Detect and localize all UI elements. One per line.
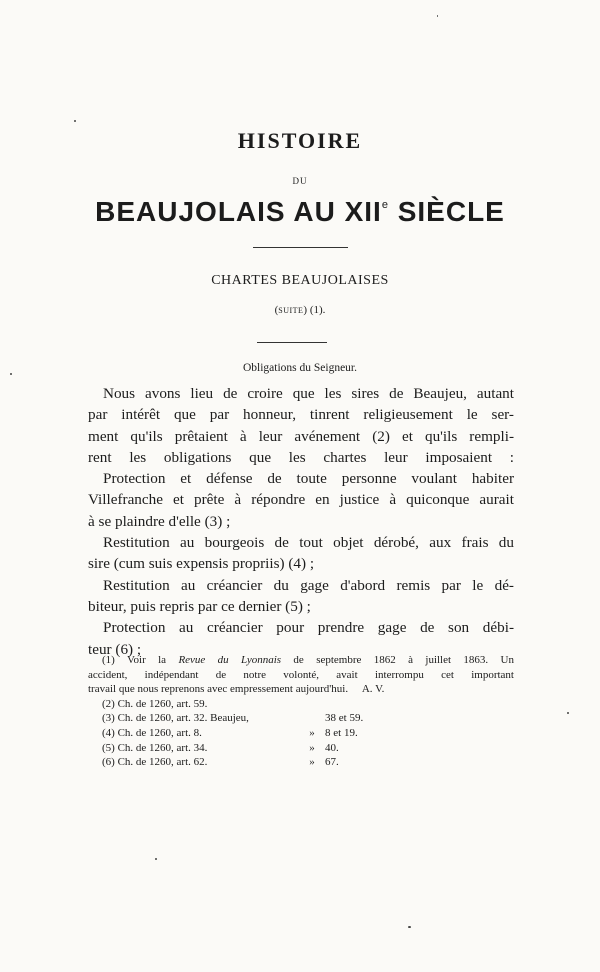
subtitle-end: SIÈCLE bbox=[388, 196, 505, 227]
footnote-journal: Revue du Lyonnais bbox=[178, 654, 282, 666]
body-line: par intérêt que par honneur, tinrent religieusement le ser- bbox=[88, 406, 514, 424]
footnote-ref bbox=[88, 697, 514, 712]
body-line: à se plaindre d'elle (3) ; bbox=[88, 512, 231, 530]
body-line: Restitution au créancier du gage d'abord remis par le dé- bbox=[103, 576, 514, 594]
section-divider bbox=[257, 342, 327, 343]
footnote-ref-text: (5) Ch. de 1260, art. 34. bbox=[102, 741, 208, 754]
footnote-ref bbox=[88, 711, 514, 726]
body-line: Nous avons lieu de croire que les sires de Beaujeu, autant bbox=[103, 385, 514, 402]
section-title: CHARTES BEAUJOLAISES bbox=[211, 273, 389, 288]
footnote-prefix: (1) Voir la bbox=[102, 654, 179, 666]
body-line: Protection et défense de toute personne voulant habiter bbox=[103, 470, 514, 488]
body-line: ment qu'ils prêtaient à leur avénement (2) et qu'ils rempli- bbox=[88, 427, 514, 445]
footnotes bbox=[88, 653, 514, 770]
page-title: HISTOIRE bbox=[237, 128, 363, 153]
footnote-signature: A. V. bbox=[361, 683, 385, 696]
title-connector: DU bbox=[292, 176, 308, 186]
page-subtitle bbox=[0, 196, 600, 228]
footnote-ref-extra bbox=[325, 697, 385, 712]
footnote-line bbox=[88, 653, 514, 668]
footnote-line: accident, indépendant de notre volonté, avait interrompu cet important bbox=[88, 668, 514, 681]
body-line: biteur, puis repris par ce dernier (5) ; bbox=[88, 597, 311, 615]
body-line: sire (cum suis expensis propriis) (4) ; bbox=[88, 555, 315, 573]
body-line: Restitution au bourgeois de tout objet dérobé, aux frais du bbox=[103, 534, 514, 552]
footnote-references bbox=[88, 697, 514, 770]
paper-speck bbox=[437, 15, 438, 17]
footnote-ref-text: (3) Ch. de 1260, art. 32. Beaujeu, bbox=[102, 712, 249, 725]
body-line: Protection au créancier pour prendre gage de son débi- bbox=[103, 619, 514, 637]
body-line: teur (6) ; bbox=[88, 640, 142, 658]
paper-speck bbox=[155, 858, 157, 860]
subtitle-main: BEAUJOLAIS AU XII bbox=[95, 196, 382, 227]
paper-speck bbox=[74, 120, 76, 122]
footnote-ref-mark: » bbox=[309, 726, 315, 739]
footnote-ref bbox=[88, 741, 514, 756]
footnote-ref-mark bbox=[299, 697, 325, 712]
subheading: Obligations du Seigneur. bbox=[242, 362, 358, 374]
body-line: Villefranche et prête à répondre en justice à quiconque aurait bbox=[88, 491, 514, 509]
paper-speck bbox=[10, 373, 12, 375]
footnote-ref-text: (4) Ch. de 1260, art. 8. bbox=[102, 726, 202, 739]
footnote-ref-mark: » bbox=[309, 741, 315, 754]
body-text bbox=[88, 383, 514, 660]
section-note-word: SUITE bbox=[278, 306, 304, 315]
paper-speck bbox=[408, 926, 411, 928]
section-note-ref: (1). bbox=[309, 304, 326, 316]
subtitle-superscript: e bbox=[381, 199, 389, 211]
paper-speck bbox=[567, 712, 569, 714]
footnote-ref-extra: 8 et 19. bbox=[325, 726, 358, 739]
footnote-ref-text: (6) Ch. de 1260, art. 62. bbox=[102, 756, 208, 769]
footnote-line3: travail que nous reprenons avec empressement aujourd'hui. bbox=[88, 683, 349, 696]
title-divider bbox=[253, 247, 348, 248]
footnote-ref-extra: 38 et 59. bbox=[325, 712, 364, 725]
footnote-line1-rest: de septembre 1862 à juillet 1863. Un bbox=[281, 654, 514, 666]
footnote-ref bbox=[88, 726, 514, 741]
footnote-line bbox=[88, 682, 514, 697]
footnote-ref-extra: 67. bbox=[325, 756, 339, 769]
footnote-ref-mark: » bbox=[309, 756, 315, 769]
footnote-ref-extra: 40. bbox=[325, 741, 339, 754]
footnote-ref-text: (2) Ch. de 1260, art. 59. bbox=[102, 697, 208, 710]
section-note: (SUITE) (1). bbox=[274, 304, 326, 316]
footnote-ref bbox=[88, 755, 514, 770]
body-line: rent les obligations que les chartes leur imposaient : bbox=[88, 448, 514, 466]
